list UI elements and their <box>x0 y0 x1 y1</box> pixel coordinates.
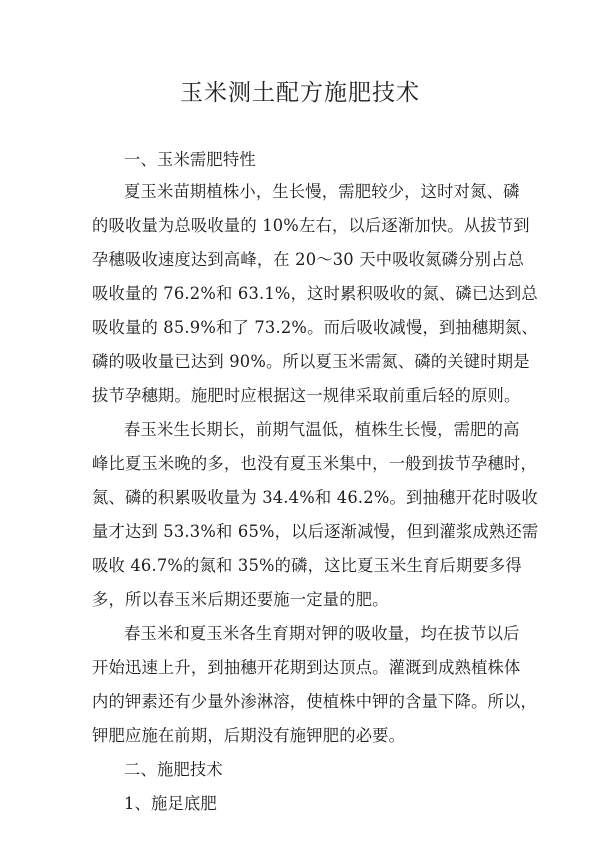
paragraph-line: 内的钾素还有少量外渗淋溶，使植株中钾的含量下降。所以， <box>92 692 537 711</box>
paragraph-line: 磷的吸收量已达到 90%。所以夏玉米需氮、磷的关键时期是 <box>92 352 530 371</box>
document-title: 玉米测土配方施肥技术 <box>180 80 420 106</box>
subsection-heading: 1、施足底肥 <box>124 794 217 813</box>
paragraph-line: 春玉米和夏玉米各生育期对钾的吸收量，均在拔节以后 <box>124 624 520 643</box>
paragraph-line: 峰比夏玉米晚的多，也没有夏玉米集中，一般到拔节孕穗时， <box>92 454 537 473</box>
paragraph-line: 夏玉米苗期植株小，生长慢，需肥较少，这时对氮、磷 <box>124 182 520 201</box>
paragraph-line: 吸收量的 76.2%和 63.1%，这时累积吸收的氮、磷已达到总 <box>92 284 538 303</box>
section-heading: 二、施肥技术 <box>124 760 223 779</box>
paragraph-line: 量才达到 53.3%和 65%，以后逐渐减慢，但到灌浆成熟还需 <box>92 522 539 541</box>
paragraph-line: 吸收 46.7%的氮和 35%的磷，这比夏玉米生育后期要多得 <box>92 556 522 575</box>
paragraph-line: 春玉米生长期长，前期气温低，植株生长慢，需肥的高 <box>124 420 520 439</box>
paragraph-line: 钾肥应施在前期，后期没有施钾肥的必要。 <box>92 726 406 745</box>
paragraph-line: 氮、磷的积累吸收量为 34.4%和 46.2%。到抽穗开花时吸收 <box>92 488 538 507</box>
paragraph-line: 多，所以春玉米后期还要施一定量的肥。 <box>92 590 389 609</box>
paragraph-line: 拔节孕穗期。施肥时应根据这一规律采取前重后轻的原则。 <box>92 386 521 405</box>
paragraph-line: 开始迅速上升，到抽穗开花期到达顶点。灌溉到成熟植株体 <box>92 658 521 677</box>
paragraph-line: 吸收量的 85.9%和了 73.2%。而后吸收减慢，到抽穗期氮、 <box>92 318 538 337</box>
paragraph-line: 的吸收量为总吸收量的 10%左右，以后逐渐加快。从拔节到 <box>92 216 530 235</box>
section-heading: 一、玉米需肥特性 <box>124 150 256 169</box>
paragraph-line: 孕穗吸收速度达到高峰，在 20～30 天中吸收氮磷分别占总 <box>92 250 525 269</box>
